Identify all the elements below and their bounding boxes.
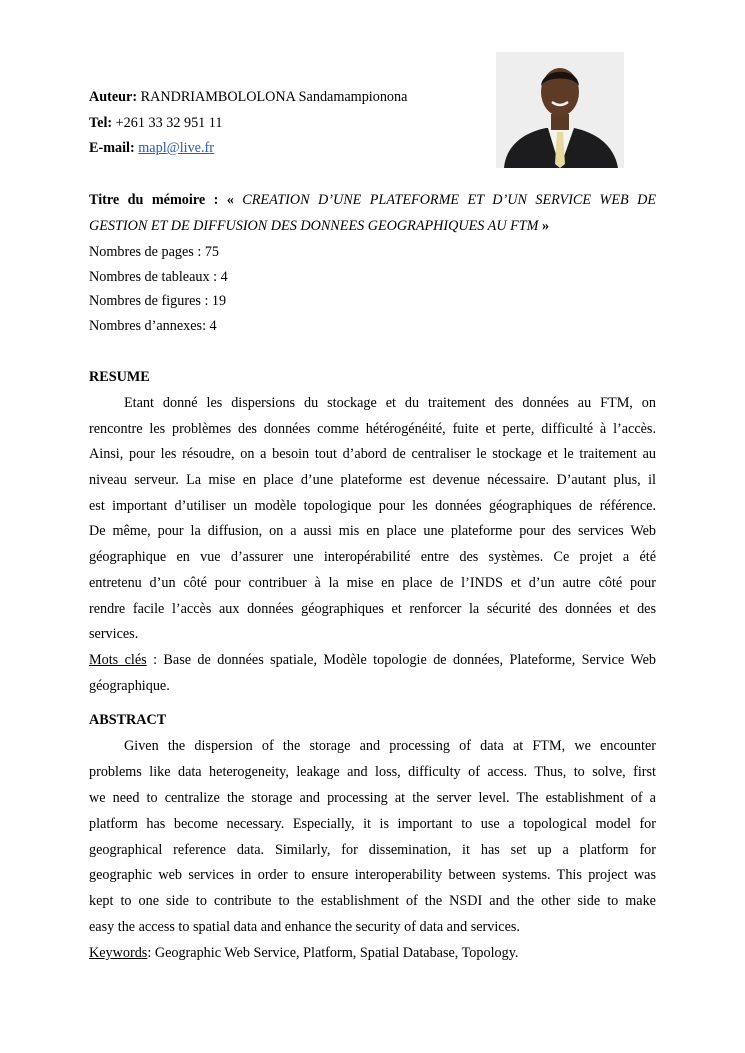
abstract-line: kept to one side to contribute to the establishment of the NSDI and the other side to make xyxy=(89,893,656,909)
abstract-heading xyxy=(89,711,166,729)
resume-line: est important d’utiliser un modèle topologique pour les données géographiques de référence. xyxy=(89,498,656,514)
abstract-line: platform has become necessary. Especially, it is important to use a topological model for xyxy=(89,816,656,832)
resume-line: Ainsi, pour les résoudre, on a besoin tout d’abord de centraliser le stockage et le traitement au xyxy=(89,446,656,462)
resume-keywords-line-2: géographique. xyxy=(89,678,170,694)
mots-cles-value: : Base de données spatiale, Modèle topologie de données, Plateforme, Service Web xyxy=(146,652,657,668)
quote-open: « xyxy=(226,192,234,208)
thesis-title-text-1: CREATION D’UNE PLATEFORME ET D’UN SERVICE WEB DE xyxy=(242,192,656,208)
thesis-title-text-2: GESTION ET DE DIFFUSION DES DONNEES GEOGRAPHIQUES AU FTM xyxy=(89,218,539,234)
resume-line: Etant donné les dispersions du stockage et du traitement des données au FTM, on xyxy=(124,395,656,411)
abstract-line: we need to centralize the storage and processing at the server level. The establishment of a xyxy=(89,790,656,806)
resume-line: rendre facile l’accès aux données géographiques et renforcer la sécurité des données et des xyxy=(89,601,656,617)
author-photo xyxy=(496,52,624,168)
resume-line: De même, pour la diffusion, on a aussi mis en place une plateforme pour des services Web xyxy=(89,523,656,539)
abstract-line: geographic web services in order to ensure interoperability between systems. This project was xyxy=(89,867,656,883)
resume-heading-text: RESUME xyxy=(89,369,150,385)
figures-count: Nombres de figures : 19 xyxy=(89,293,227,309)
resume-line: géographique en vue d’assurer une interopérabilité entre des systèmes. Ce projet a été xyxy=(89,549,656,565)
tel-value: +261 33 32 951 11 xyxy=(115,115,223,131)
email-link[interactable]: mapl@live.fr xyxy=(138,140,214,156)
abstract-keywords-line xyxy=(89,944,518,962)
thesis-title-line-2 xyxy=(89,217,549,235)
abstract-heading-text: ABSTRACT xyxy=(89,712,167,728)
thesis-title-label: Titre du mémoire : xyxy=(89,192,219,208)
resume-heading xyxy=(89,368,150,386)
resume-line: services. xyxy=(89,626,139,642)
author-portrait-image xyxy=(496,52,624,168)
resume-line: entretenu d’un côté pour contribuer à la mise en place de l’INDS et d’un autre côté pour xyxy=(89,575,656,591)
email-label: E-mail: xyxy=(89,140,135,156)
mots-cles-label: Mots clés xyxy=(89,652,147,668)
keywords-value: : Geographic Web Service, Platform, Spatial Database, Topology. xyxy=(147,945,519,961)
resume-keywords-line-1 xyxy=(89,651,656,669)
author-name: RANDRIAMBOLOLONA Sandamampionona xyxy=(140,89,408,105)
thesis-title-line-1 xyxy=(89,191,656,209)
resume-line: niveau serveur. La mise en place d’une plateforme est devenue nécessaire. D’autant plus, il xyxy=(89,472,656,488)
abstract-line: easy the access to spatial data and enhance the security of data and services. xyxy=(89,919,520,935)
annexes-count: Nombres d’annexes: 4 xyxy=(89,318,217,334)
author-line xyxy=(89,88,407,106)
tel-label: Tel: xyxy=(89,115,113,131)
author-label: Auteur: xyxy=(89,89,138,105)
tel-line xyxy=(89,114,222,132)
abstract-line: Given the dispersion of the storage and processing of data at FTM, we encounter xyxy=(124,738,656,754)
pages-count: Nombres de pages : 75 xyxy=(89,244,220,260)
tables-count: Nombres de tableaux : 4 xyxy=(89,269,228,285)
abstract-line: geographical reference data. Similarly, for dissemination, it has set up a platform for xyxy=(89,842,656,858)
abstract-line: problems like data heterogeneity, leakage and loss, difficulty of access. Thus, to solve, first xyxy=(89,764,656,780)
keywords-label: Keywords xyxy=(89,945,148,961)
quote-close: » xyxy=(542,218,550,234)
resume-line: rencontre les problèmes des données comme hétérogénéité, fuite et perte, difficulté à l’accès. xyxy=(89,421,656,437)
email-line xyxy=(89,139,214,157)
